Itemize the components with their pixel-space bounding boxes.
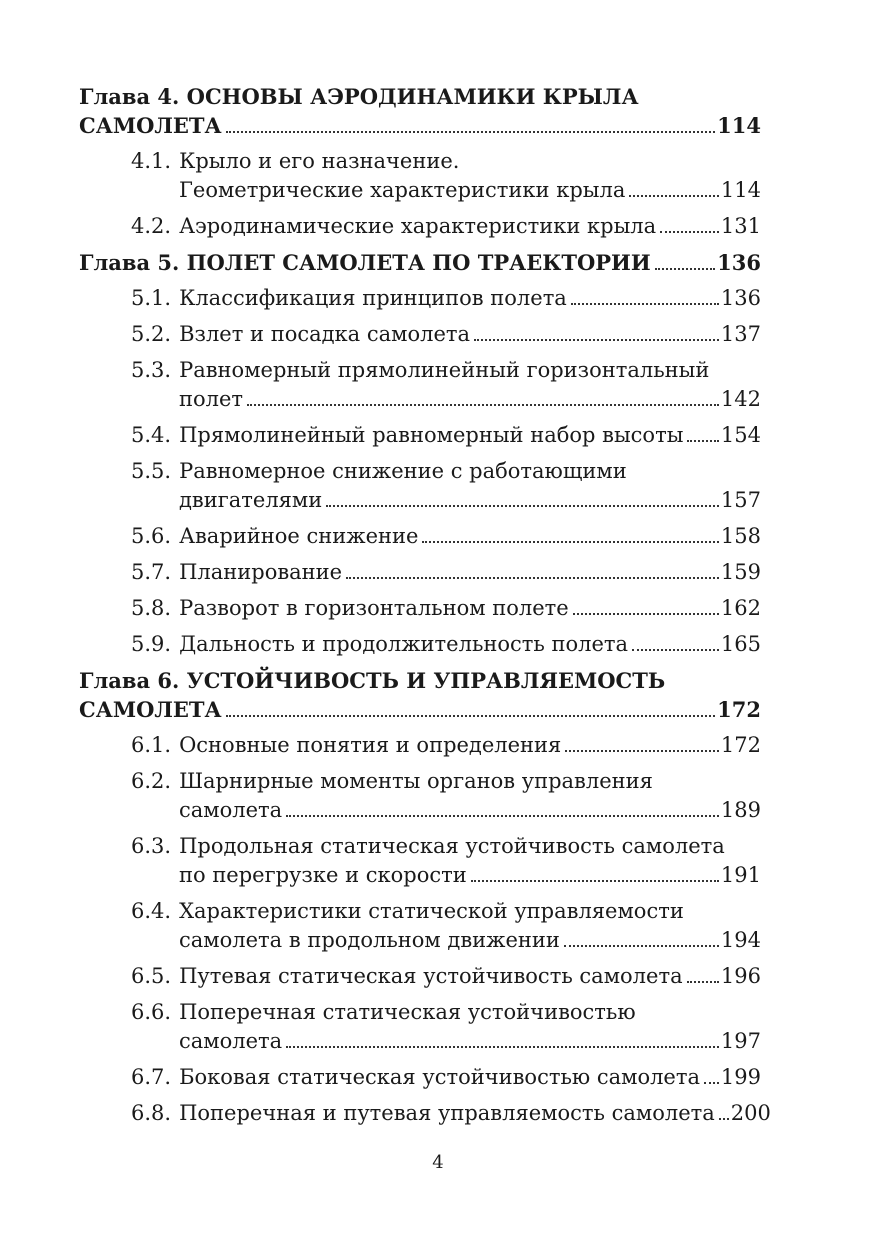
section-title: Дальность и продолжительность полета	[179, 632, 629, 656]
page-ref: 158	[720, 524, 761, 548]
page-ref: 157	[720, 488, 761, 512]
dot-leader	[247, 404, 719, 406]
section-number: 6.4.	[131, 899, 172, 923]
section-title: Взлет и посадка самолета	[179, 322, 471, 346]
section-number: 4.1.	[131, 149, 172, 173]
section-number: 5.9.	[131, 632, 172, 656]
page-ref: 196	[720, 964, 761, 988]
section-title: Прямолинейный равномерный набор высоты	[179, 423, 684, 447]
dot-leader	[326, 505, 719, 507]
dot-leader	[474, 339, 719, 341]
page-ref: 114	[720, 178, 761, 202]
toc-section-5-5	[79, 457, 761, 515]
chapter-title: Глава 4. ОСНОВЫ АЭРОДИНАМИКИ КРЫЛА	[79, 84, 639, 109]
toc-section-6-7	[79, 1063, 761, 1092]
section-title: Разворот в горизонтальном полете	[179, 596, 569, 620]
section-title: Аварийное снижение	[179, 524, 419, 548]
page-ref: 197	[720, 1029, 761, 1053]
section-number: 6.1.	[131, 733, 172, 757]
dot-leader	[471, 880, 719, 882]
page-ref: 200	[730, 1101, 771, 1125]
section-title: Поперечная и путевая управляемость самолета	[179, 1101, 715, 1125]
toc-section-4-1	[79, 147, 761, 205]
dot-leader	[286, 1046, 719, 1048]
page-number: 4	[432, 1152, 444, 1173]
toc-section-5-3	[79, 356, 761, 414]
page-ref: 199	[720, 1065, 761, 1089]
page-ref: 162	[720, 596, 761, 620]
toc-section-5-9	[79, 630, 761, 659]
section-number: 6.5.	[131, 964, 172, 988]
section-title: Равномерный прямолинейный горизонтальный	[179, 358, 710, 382]
dot-leader	[632, 649, 719, 651]
toc-section-5-6	[79, 522, 761, 551]
toc-chapter-5	[79, 248, 761, 277]
chapter-title-cont: САМОЛЕТА	[79, 113, 222, 138]
toc-section-4-2	[79, 212, 761, 241]
toc-section-6-6	[79, 998, 761, 1056]
toc-chapter-6	[79, 666, 761, 724]
dot-leader	[704, 1082, 719, 1084]
section-number: 6.7.	[131, 1065, 172, 1089]
dot-leader	[573, 613, 719, 615]
dot-leader	[286, 815, 719, 817]
section-title-cont: по перегрузке и скорости	[179, 863, 467, 887]
section-title-cont: Геометрические характеристики крыла	[179, 178, 626, 202]
section-title: Путевая статическая устойчивость самолета	[179, 964, 683, 988]
section-number: 6.8.	[131, 1101, 172, 1125]
dot-leader	[226, 131, 715, 133]
section-title: Равномерное снижение с работающими	[179, 459, 627, 483]
section-title: Поперечная статическая устойчивостью	[179, 1000, 636, 1024]
section-number: 6.6.	[131, 1000, 172, 1024]
toc-section-5-8	[79, 594, 761, 623]
section-title-cont: самолета	[179, 798, 283, 822]
section-title: Планирование	[179, 560, 343, 584]
toc-section-6-2	[79, 767, 761, 825]
section-title: Шарнирные моменты органов управления	[179, 769, 653, 793]
chapter-title: Глава 5. ПОЛЕТ САМОЛЕТА ПО ТРАЕКТОРИИ	[79, 250, 651, 275]
toc-section-5-1	[79, 284, 761, 313]
toc-section-6-3	[79, 832, 761, 890]
toc-section-6-8	[79, 1099, 771, 1128]
page-ref: 189	[720, 798, 761, 822]
page-ref: 172	[717, 697, 761, 722]
dot-leader	[660, 231, 719, 233]
section-title: Характеристики статической управляемости	[179, 899, 684, 923]
page-ref: 142	[720, 387, 761, 411]
page-ref: 136	[717, 250, 761, 275]
page-ref: 191	[720, 863, 761, 887]
section-number: 6.2.	[131, 769, 172, 793]
section-number: 5.7.	[131, 560, 172, 584]
section-title-cont: полет	[179, 387, 244, 411]
toc-section-6-5	[79, 962, 761, 991]
section-number: 6.3.	[131, 834, 172, 858]
section-number: 5.3.	[131, 358, 172, 382]
toc-section-5-4	[79, 421, 761, 450]
page-ref: 136	[720, 286, 761, 310]
section-number: 5.6.	[131, 524, 172, 548]
section-number: 5.8.	[131, 596, 172, 620]
section-title-cont: самолета в продольном движении	[179, 928, 560, 952]
section-number: 5.5.	[131, 459, 172, 483]
section-title: Аэродинамические характеристики крыла	[179, 214, 657, 238]
toc-chapter-4	[79, 82, 761, 140]
dot-leader	[226, 715, 715, 717]
section-title-cont: самолета	[179, 1029, 283, 1053]
chapter-title: Глава 6. УСТОЙЧИВОСТЬ И УПРАВЛЯЕМОСТЬ	[79, 668, 666, 693]
page-ref: 165	[720, 632, 761, 656]
dot-leader	[655, 268, 715, 270]
page-ref: 154	[720, 423, 761, 447]
section-number: 5.4.	[131, 423, 172, 447]
dot-leader	[719, 1118, 729, 1120]
page-ref: 159	[720, 560, 761, 584]
section-title: Классификация принципов полета	[179, 286, 567, 310]
page-ref: 137	[720, 322, 761, 346]
section-number: 4.2.	[131, 214, 172, 238]
page-ref: 114	[717, 113, 761, 138]
dot-leader	[687, 440, 719, 442]
section-title: Крыло и его назначение.	[179, 149, 460, 173]
toc-section-5-2	[79, 320, 761, 349]
section-number: 5.1.	[131, 286, 172, 310]
section-number: 5.2.	[131, 322, 172, 346]
dot-leader	[571, 303, 719, 305]
page-ref: 172	[720, 733, 761, 757]
page-ref: 131	[720, 214, 761, 238]
section-title: Боковая статическая устойчивостью самолета	[179, 1065, 700, 1089]
page-ref: 194	[720, 928, 761, 952]
dot-leader	[629, 195, 719, 197]
dot-leader	[346, 577, 719, 579]
chapter-title-cont: САМОЛЕТА	[79, 697, 222, 722]
toc-section-6-4	[79, 897, 761, 955]
toc-section-5-7	[79, 558, 761, 587]
section-title: Продольная статическая устойчивость самолета	[179, 834, 725, 858]
dot-leader	[565, 750, 719, 752]
section-title: Основные понятия и определения	[179, 733, 562, 757]
toc-section-6-1	[79, 731, 761, 760]
section-title-cont: двигателями	[179, 488, 323, 512]
dot-leader	[687, 981, 719, 983]
table-of-contents	[79, 82, 771, 1128]
dot-leader	[422, 541, 718, 543]
dot-leader	[564, 945, 719, 947]
